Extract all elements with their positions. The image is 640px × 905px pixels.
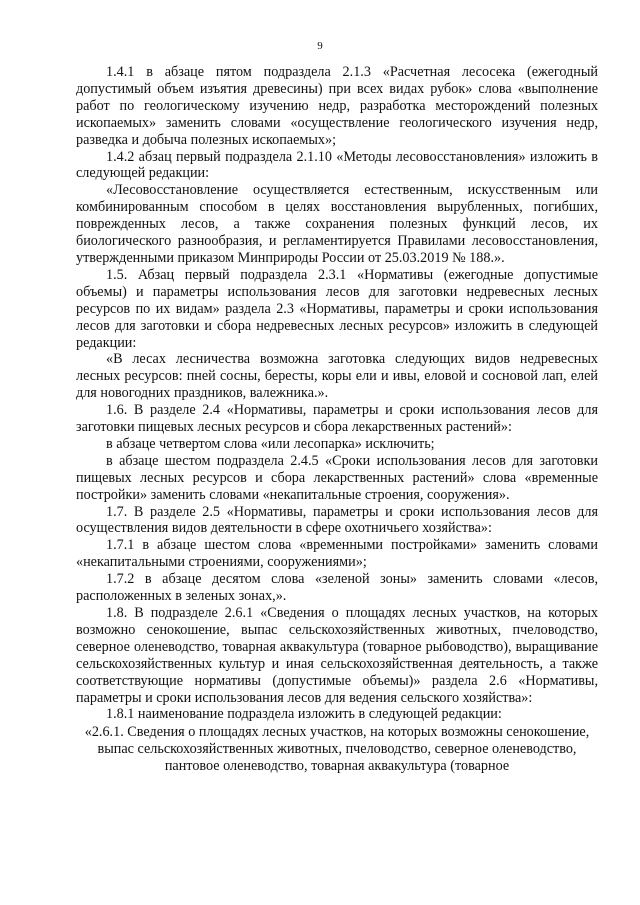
paragraph-1-8: 1.8. В подразделе 2.6.1 «Сведения о площадях лесных участков, на которых возможно сенокошение, выпас сельскохозяйственных животных, пчеловодство, северное оленеводство, товарная аквакультура (товарное рыбоводство), выращивание сельскохозяйственных культур и иная сельскохозяйственная деятельность, а также соответствующие нормативы (допустимые объемы)» раздела 2.6 «Нормативы, параметры и сроки использования лесов для ведения сельского хозяйства»:: [76, 605, 598, 706]
quote-2-6-1-heading: «2.6.1. Сведения о площадях лесных участков, на которых возможны сенокошение, выпас сельскохозяйственных животных, пчеловодство, северное оленеводство, пантовое оленеводство, товарная аквакультура (товарное: [84, 724, 590, 775]
paragraph-1-4-2: 1.4.2 абзац первый подраздела 2.1.10 «Методы лесовосстановления» изложить в следующей редакции:: [76, 148, 598, 182]
paragraph-1-8-1: 1.8.1 наименование подраздела изложить в следующей редакции:: [106, 706, 502, 723]
page-number: 9: [317, 40, 323, 52]
paragraph-1-6-item-2: в абзаце шестом подраздела 2.4.5 «Сроки использования лесов для заготовки пищевых лесных ресурсов и сбора лекарственных растений» слова «временные постройки» заменить словами «некапитальные строения, сооружения».: [76, 452, 598, 503]
paragraph-1-7: 1.7. В разделе 2.5 «Нормативы, параметры и сроки использования лесов для осуществления видов деятельности в сфере охотничьего хозяйства»:: [76, 503, 598, 537]
paragraph-1-4-1: 1.4.1 в абзаце пятом подраздела 2.1.3 «Расчетная лесосека (ежегодный допустимый объем изъятия древесины) при всех видах рубок» слова «выполнение работ по геологическому изучению недр, разработка месторождений полезных ископаемых» заменить словами «осуществление геологического изучения недр, разведка и добыча полезных ископаемых»;: [76, 64, 598, 148]
paragraph-1-7-1: 1.7.1 в абзаце шестом слова «временными постройками» заменить словами «некапитальными строениями, сооружениями»;: [76, 537, 598, 571]
document-body: [76, 64, 598, 775]
quote-lesovosstanovlenie: «Лесовосстановление осуществляется естественным, искусственным или комбинированным способом в целях восстановления вырубленных, погибших, поврежденных лесов, а также сохранения полезных функций лесов, их биологического разнообразия, и регламентируется Правилами лесовосстановления, утвержденными приказом Минприроды России от 25.03.2019 № 188.».: [76, 182, 598, 266]
paragraph-1-7-2: 1.7.2 в абзаце десятом слова «зеленой зоны» заменить словами «лесов, расположенных в зеленых зонах,».: [76, 571, 598, 605]
quote-nedrevesnye-resursy: «В лесах лесничества возможна заготовка следующих видов недревесных лесных ресурсов: пней сосны, бересты, коры ели и ивы, еловой и сосновой лап, елей для новогодних праздников, валежника.».: [76, 351, 598, 402]
paragraph-1-6: 1.6. В разделе 2.4 «Нормативы, параметры и сроки использования лесов для заготовки пищевых лесных ресурсов и сбора лекарственных растений»:: [76, 402, 598, 436]
paragraph-1-5: 1.5. Абзац первый подраздела 2.3.1 «Нормативы (ежегодные допустимые объемы) и параметры использования лесов для заготовки недревесных лесных ресурсов по их видам» раздела 2.3 «Нормативы, параметры и сроки использования лесов для заготовки и сбора недревесных лесных ресурсов» изложить в следующей редакции:: [76, 266, 598, 351]
paragraph-1-6-item-1: в абзаце четвертом слова «или лесопарка» исключить;: [106, 435, 435, 452]
